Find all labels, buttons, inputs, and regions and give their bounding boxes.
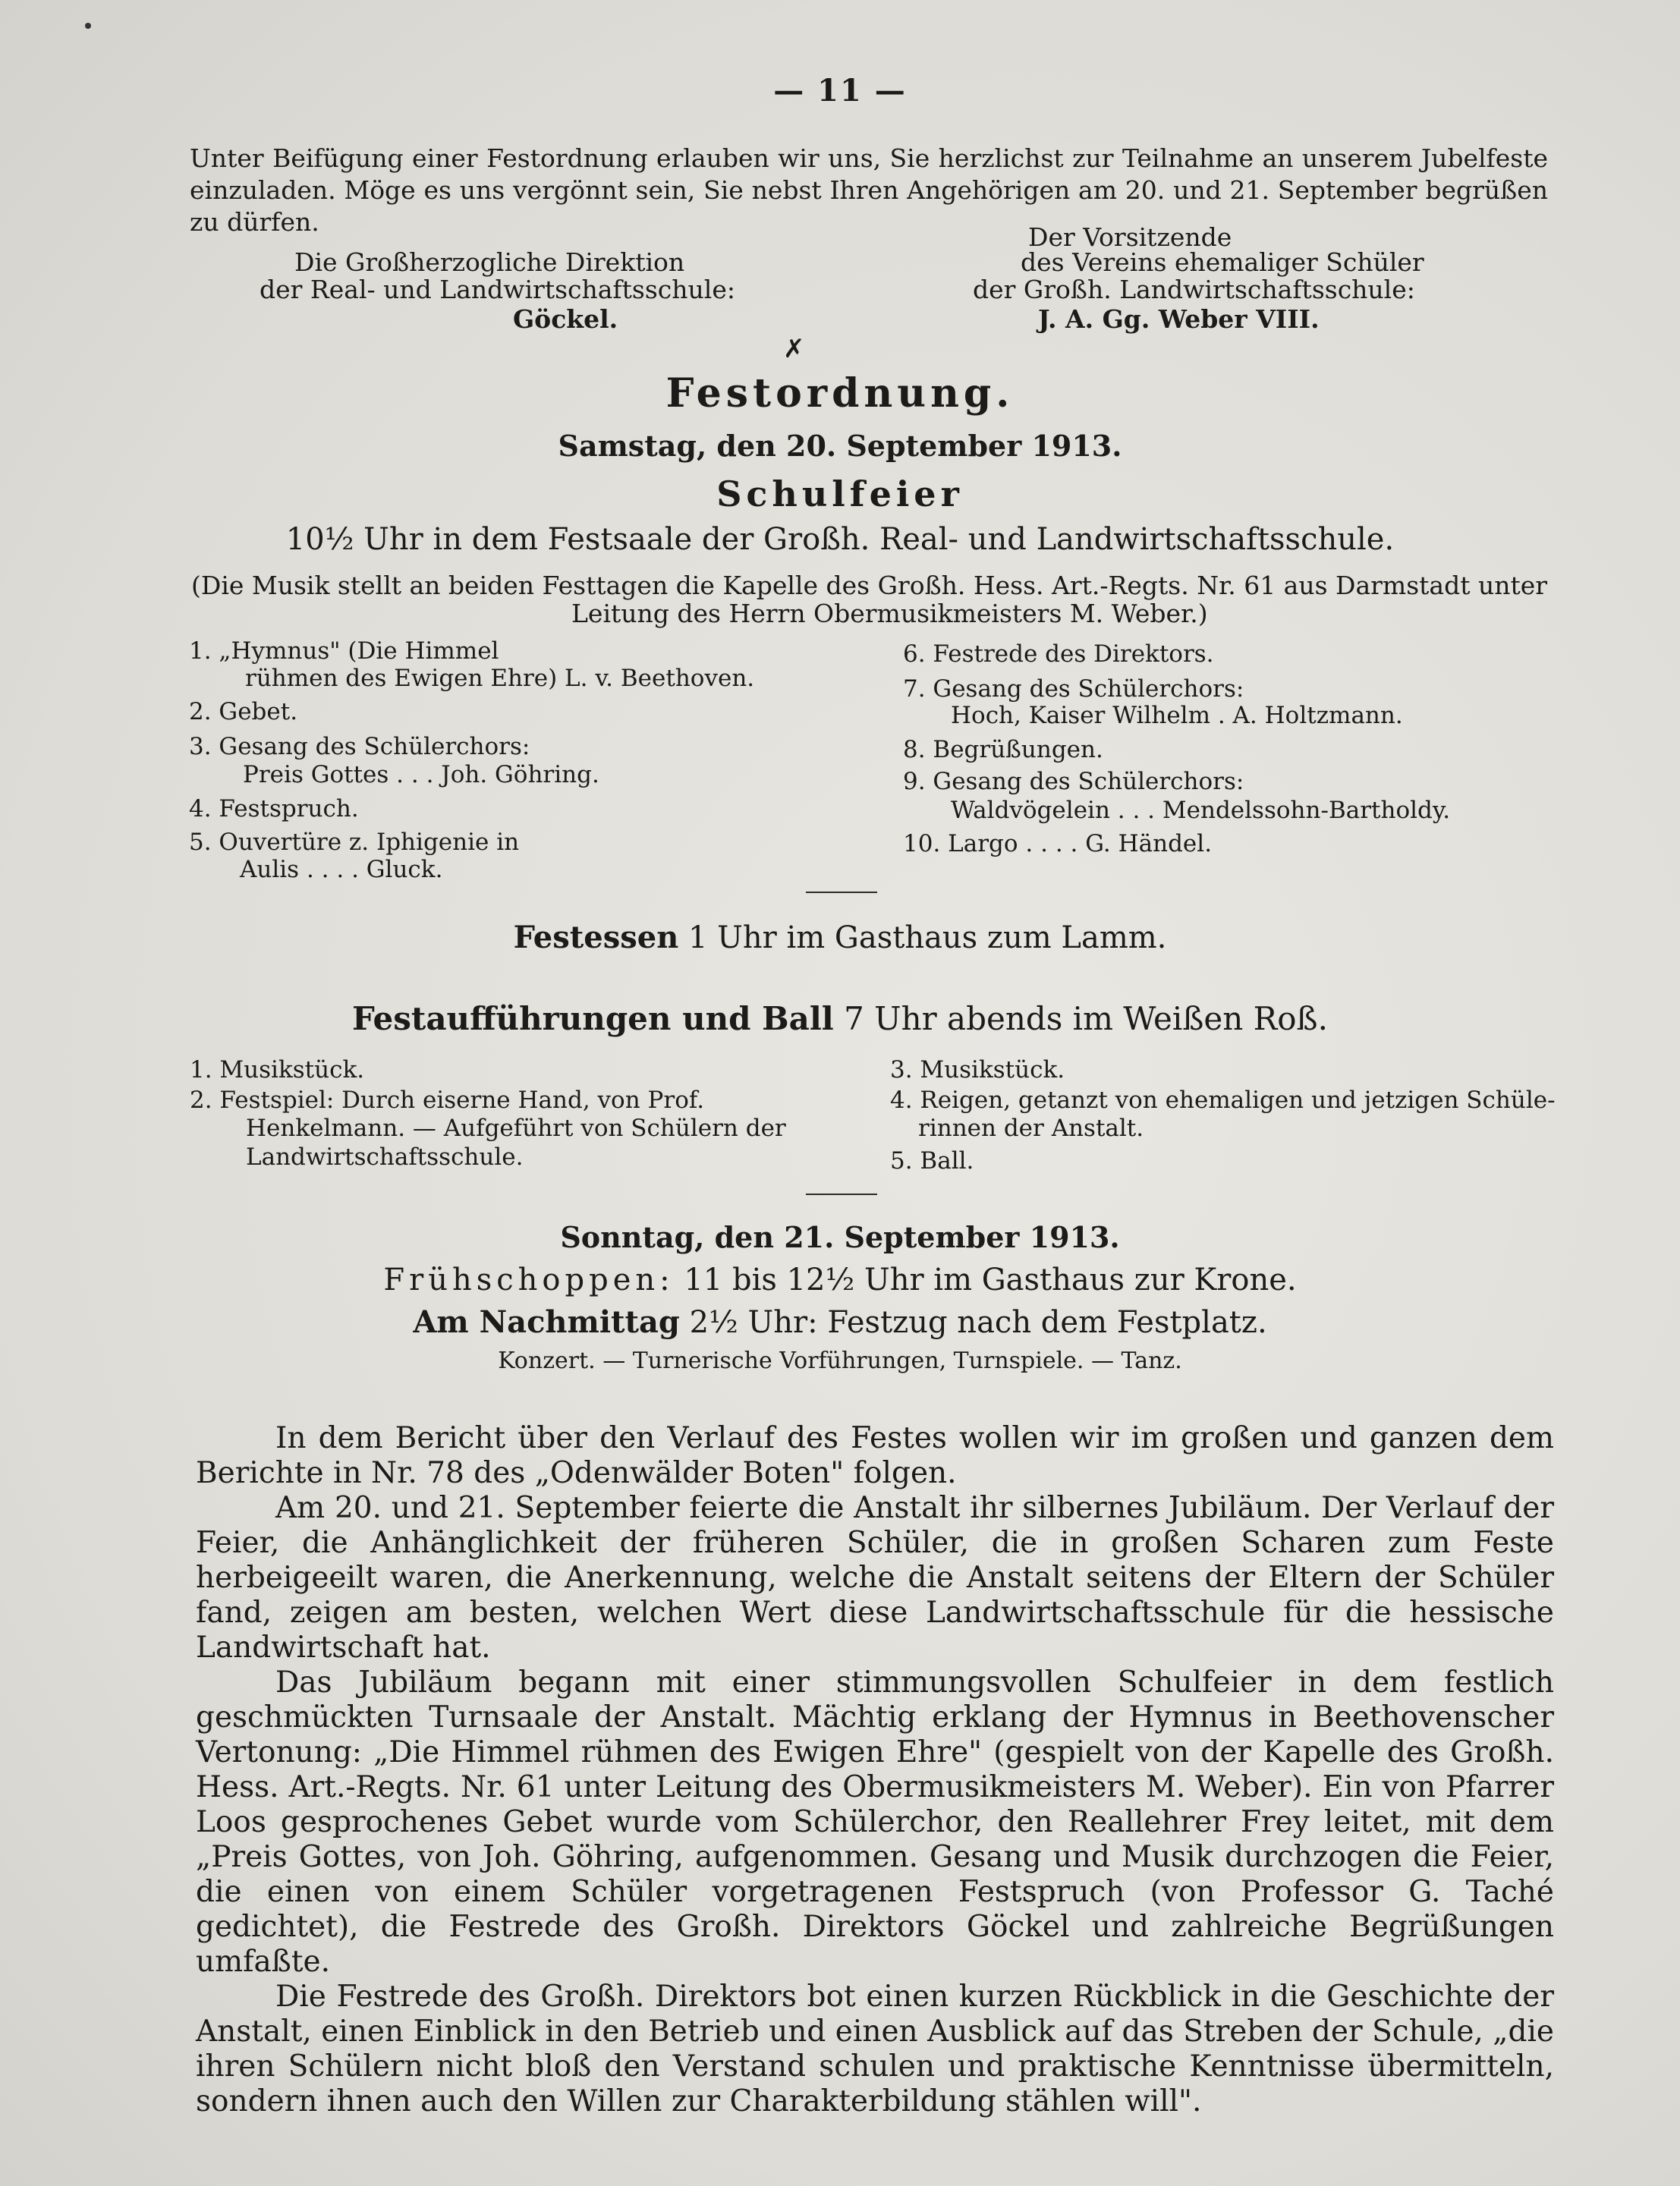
program-item: 4. Festspruch. xyxy=(189,795,359,823)
nachmittag-label: Am Nachmittag xyxy=(413,1304,680,1340)
ornament-mark: ✗ xyxy=(783,334,805,364)
program-item-cont: Aulis . . . . Gluck. xyxy=(240,856,443,883)
invitation-text: Unter Beifügung einer Festordnung erlauben wir uns, Sie herzlichst zur Teilnahme an unserem Jubelfeste einzuladen. Möge es uns vergönnt sein, Sie nebst Ihren Angehörigen am 20. und 21. September begrüßen zu dürfen. xyxy=(190,143,1548,237)
program-item: 7. Gesang des Schülerchors: xyxy=(903,675,1244,703)
page-number: — 11 — xyxy=(773,73,907,109)
program-item-cont: rühmen des Ewigen Ehre) L. v. Beethoven. xyxy=(245,665,755,692)
music-note-line2: Leitung des Herrn Obermusikmeisters M. Weber.) xyxy=(571,599,1208,628)
schulfeier-heading: Schulfeier xyxy=(716,473,964,514)
program-item: 6. Festrede des Direktors. xyxy=(903,640,1214,668)
signature-left-line2: der Real- und Landwirtschaftsschule: xyxy=(260,275,735,304)
report-paragraph: Die Festrede des Großh. Direktors bot einen kurzen Rückblick in die Geschichte der Anstalt, einen Einblick in den Betrieb und einen Ausblick auf das Streben der Schule, „die ihren Schülern nicht bloß den Verstand schulen und praktische Kenntnisse übermitteln, sondern ihnen auch den Willen zur Charakterbildung stählen will". xyxy=(196,1980,1554,2118)
report-paragraph: Am 20. und 21. September feierte die Anstalt ihr silbernes Jubiläum. Der Verlauf der Feier, die Anhänglichkeit der früheren Schüler, die in großen Scharen zum Feste herbeigeeilt waren, die Anerkennung, welche die Anstalt seitens der Eltern der Schüler fand, zeigen am besten, welchen Wert diese Landwirtschaftsschule für die hessische Landwirtschaft hat. xyxy=(196,1491,1554,1665)
festordnung-title: Festordnung. xyxy=(665,370,1015,417)
sunday-heading: Sonntag, den 21. September 1913. xyxy=(560,1220,1120,1254)
music-note-line1: (Die Musik stellt an beiden Festtagen die Kapelle des Großh. Hess. Art.-Regts. Nr. 61 aus Darmstadt unter xyxy=(191,571,1548,600)
nachmittag-line xyxy=(0,1304,1680,1340)
signature-right-line1: Der Vorsitzende xyxy=(1028,222,1232,252)
fruehschoppen-label: Frühschoppen: xyxy=(383,1263,675,1297)
program-item: 4. Reigen, getanzt von ehemaligen und jetzigen Schüle- xyxy=(890,1087,1556,1114)
report-paragraph: In dem Bericht über den Verlauf des Festes wollen wir im großen und ganzen dem Berichte in Nr. 78 des „Odenwälder Boten" folgen. xyxy=(196,1421,1554,1490)
program-item-cont: rinnen der Anstalt. xyxy=(918,1115,1144,1142)
saturday-heading: Samstag, den 20. September 1913. xyxy=(558,429,1122,463)
program-item: 2. Festspiel: Durch eiserne Hand, von Prof. xyxy=(190,1087,705,1114)
fruehschoppen-detail: 11 bis 12½ Uhr im Gasthaus zur Krone. xyxy=(684,1263,1297,1297)
program-item: 1. „Hymnus" (Die Himmel xyxy=(189,637,499,665)
festessen-line xyxy=(0,920,1680,955)
festauffuehrungen-detail: 7 Uhr abends im Weißen Roß. xyxy=(844,1000,1328,1037)
invitation-paragraph xyxy=(190,143,1548,238)
program-item-cont: Hoch, Kaiser Wilhelm . A. Holtzmann. xyxy=(951,702,1403,729)
festessen-label: Festessen xyxy=(513,920,679,955)
festauffuehrungen-line xyxy=(0,1000,1680,1037)
signature-right-line3: der Großh. Landwirtschaftsschule: xyxy=(973,275,1415,304)
schulfeier-time-place: 10½ Uhr in dem Festsaale der Großh. Real- und Landwirtschaftsschule. xyxy=(285,522,1395,557)
report-body xyxy=(196,1421,1554,2119)
festauffuehrungen-label: Festaufführungen und Ball xyxy=(352,1000,834,1037)
nachmittag-detail: 2½ Uhr: Festzug nach dem Festplatz. xyxy=(689,1305,1267,1340)
program-item-cont: Henkelmann. — Aufgeführt von Schülern der xyxy=(246,1115,786,1142)
program-item: 3. Gesang des Schülerchors: xyxy=(189,733,530,760)
signature-right-name: J. A. Gg. Weber VIII. xyxy=(1038,304,1320,334)
program-item: 5. Ouvertüre z. Iphigenie in xyxy=(189,829,520,856)
program-item: 5. Ball. xyxy=(890,1147,974,1175)
program-item: 8. Begrüßungen. xyxy=(903,736,1103,763)
program-item: 3. Musikstück. xyxy=(890,1056,1065,1084)
konzert-line: Konzert. — Turnerische Vorführungen, Turnspiele. — Tanz. xyxy=(498,1348,1182,1374)
program-item: 1. Musikstück. xyxy=(190,1056,365,1084)
report-paragraph: Das Jubiläum begann mit einer stimmungsvollen Schulfeier in dem festlich geschmückten Turnsaale der Anstalt. Mächtig erklang der Hymnus in Beethovenscher Vertonung: „Die Himmel rühmen des Ewigen Ehre" (gespielt von der Kapelle des Großh. Hess. Art.-Regts. Nr. 61 unter Leitung des Obermusikmeisters M. Weber). Ein von Pfarrer Loos gesprochenes Gebet wurde vom Schülerchor, den Reallehrer Frey leitet, mit dem „Preis Gottes, von Joh. Göhring, aufgenommen. Gesang und Musik durchzogen die Feier, die einen von einem Schüler vorgetragenen Festspruch (von Professor G. Taché gedichtet), die Festrede des Großh. Direktors Göckel und zahlreiche Begrüßungen umfaßte. xyxy=(196,1665,1554,1979)
signature-right-line2: des Vereins ehemaliger Schüler xyxy=(1021,247,1424,277)
divider xyxy=(806,1194,877,1195)
fruehschoppen-line xyxy=(0,1263,1680,1297)
program-item: 10. Largo . . . . G. Händel. xyxy=(903,830,1213,857)
program-item: 9. Gesang des Schülerchors: xyxy=(903,768,1244,795)
program-item: 2. Gebet. xyxy=(189,698,298,725)
signature-left-name: Göckel. xyxy=(513,304,618,334)
program-item-cont: Preis Gottes . . . Joh. Göhring. xyxy=(243,761,599,788)
divider xyxy=(806,892,877,893)
program-item-cont: Waldvögelein . . . Mendelssohn-Bartholdy. xyxy=(951,797,1451,824)
program-item-cont: Landwirtschaftsschule. xyxy=(246,1143,524,1171)
festessen-detail: 1 Uhr im Gasthaus zum Lamm. xyxy=(688,920,1167,955)
signature-left-line1: Die Großherzogliche Direktion xyxy=(294,247,685,277)
ink-dot xyxy=(85,23,91,29)
